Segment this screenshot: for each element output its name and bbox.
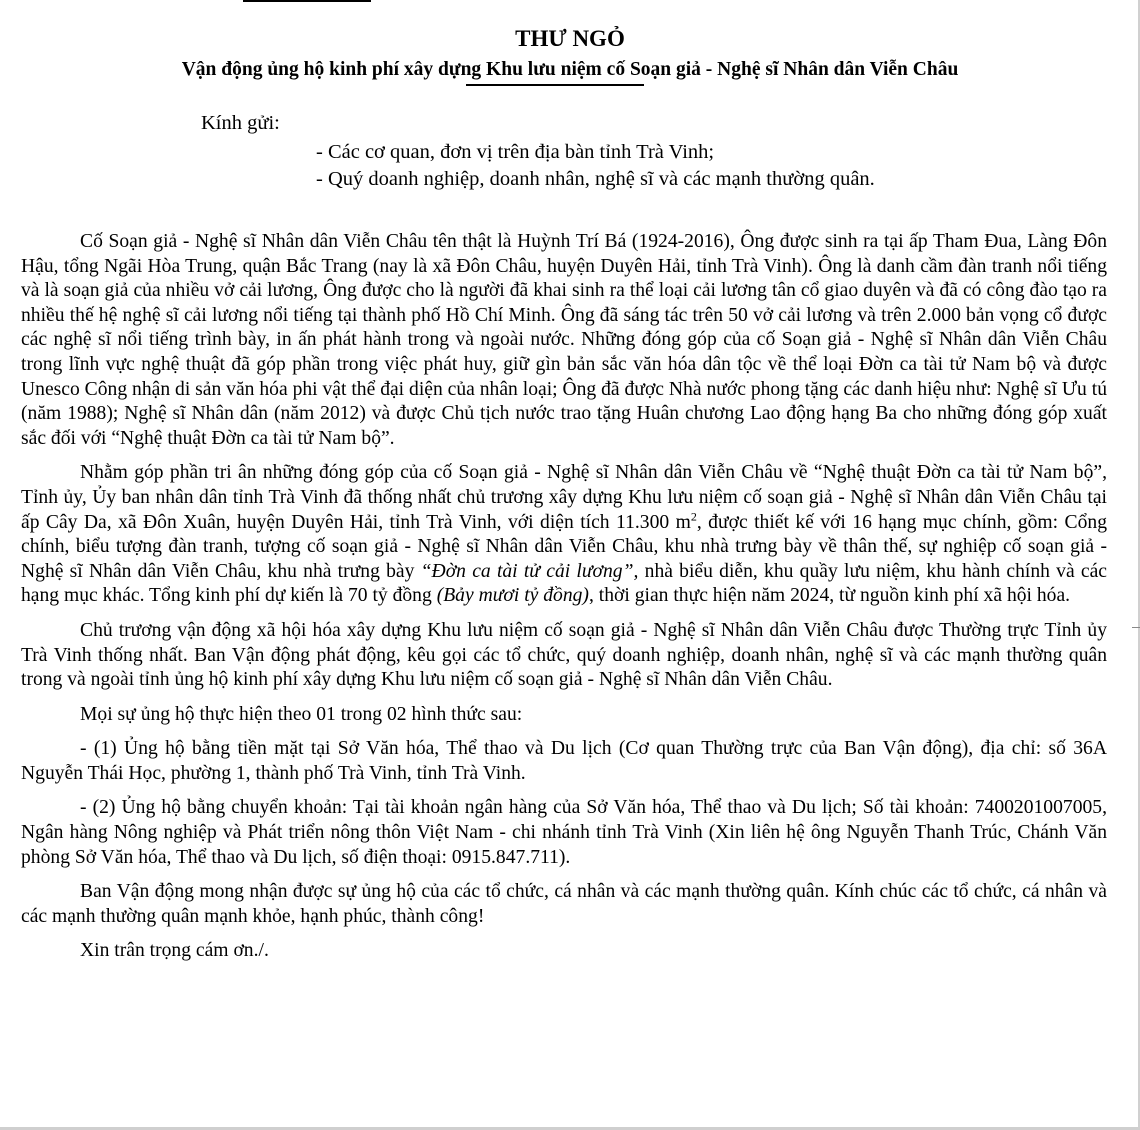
salutation-label: Kính gửi: xyxy=(201,112,280,134)
document-subtitle: Vận động ủng hộ kinh phí xây dựng Khu lưu niệm cố Soạn giả - Nghệ sĩ Nhân dân Viễn Châu xyxy=(181,59,959,80)
paragraph-project xyxy=(21,461,1107,609)
project-italic-amount: (Bảy mươi tỷ đồng) xyxy=(436,585,589,607)
area-superscript: 2 xyxy=(690,509,697,523)
letter-body xyxy=(21,230,1107,974)
project-text: Nhằm góp phần tri ân những đóng góp của cố Soạn giả - Nghệ sĩ Nhân dân Viễn Châu về “Nghệ thuật Đờn ca tài tử Nam bộ”, Tỉnh ủy, Ủy ban nhân dân tỉnh Trà Vinh đã thống nhất chủ trương xây dựng Khu lưu niệm cố soạn giả - Nghệ sĩ Nhân dân Viễn Châu tại ấp Cây Da, xã Đôn Xuân, huyện Duyên Hải, tỉnh Trà Vinh, với diện tích 11.300 m xyxy=(21,462,1107,533)
paragraph-method-cash: - (1) Ủng hộ bằng tiền mặt tại Sở Văn hóa, Thể thao và Du lịch (Cơ quan Thường trực của Ban Vận động), địa chỉ: số 36A Nguyễn Thái Học, phường 1, thành phố Trà Vinh, tỉnh Trà Vinh. xyxy=(21,738,1107,784)
top-rule xyxy=(243,0,371,2)
recipient-line: - Quý doanh nghiệp, doanh nhân, nghệ sĩ và các mạnh thường quân. xyxy=(316,168,875,190)
paragraph-campaign: Chủ trương vận động xã hội hóa xây dựng Khu lưu niệm cố soạn giả - Nghệ sĩ Nhân dân Viễn Châu được Thường trực Tỉnh ủy Trà Vinh thống nhất. Ban Vận động phát động, kêu gọi các tổ chức, quý doanh nghiệp, doanh nhân, nghệ sĩ và các mạnh thường quân trong và ngoài tỉnh ủng hộ kinh phí xây dựng Khu lưu niệm cố soạn giả - Nghệ sĩ Nhân dân Viễn Châu. xyxy=(21,619,1107,691)
paragraph-methods-intro: Mọi sự ủng hộ thực hiện theo 01 trong 02 hình thức sau: xyxy=(80,703,523,725)
page-right-tick xyxy=(1132,627,1140,628)
paragraph-method-transfer: - (2) Ủng hộ bằng chuyển khoản: Tại tài khoản ngân hàng của Sở Văn hóa, Thể thao và Du lịch; Số tài khoản: 7400201007005, Ngân hàng Nông nghiệp và Phát triển nông thôn Việt Nam - chi nhánh tỉnh Trà Vinh (Xin liên hệ ông Nguyễn Thanh Trúc, Chánh Văn phòng Sở Văn hóa, Thể thao và Du lịch, số điện thoại: 0915.847.711). xyxy=(21,797,1107,868)
project-text: , được thiết kế với 16 hạng mục chính, gồm: Cổng chính, biểu tượng đàn tranh, tượng cố soạn giả - Nghệ sĩ Nhân dân Viễn Châu, khu nhà trưng bày về thân thế, sự nghiệp cố soạn giả - Nghệ sĩ Nhân dân Viễn Châu, khu nhà trưng bày xyxy=(21,511,1107,582)
project-italic-name: “Đờn ca tài tử cải lương”, xyxy=(420,560,639,582)
project-text: nhà biểu diễn, khu quầy lưu niệm, khu hành chính và các hạng mục khác. Tổng kinh phí dự kiến là 70 tỷ đồng xyxy=(21,560,1107,607)
paragraph-thanks: Xin trân trọng cám ơn./. xyxy=(80,940,269,962)
document-title: THƯ NGỎ xyxy=(515,26,625,51)
recipient-line: - Các cơ quan, đơn vị trên địa bàn tỉnh Trà Vinh; xyxy=(316,141,715,163)
subtitle-underline xyxy=(466,84,644,86)
paragraph-biography: Cố Soạn giả - Nghệ sĩ Nhân dân Viễn Châu tên thật là Huỳnh Trí Bá (1924-2016), Ông được sinh ra tại ấp Tham Đua, Làng Đôn Hậu, tổng Ngãi Hòa Trung, quận Bắc Trang (nay là xã Đôn Châu, huyện Duyên Hải, tỉnh Trà Vinh). Ông là danh cầm đàn tranh nổi tiếng và là soạn giả của nhiều vở cải lương, Ông được cho là người đã khai sinh ra thể loại cải lương tân cổ giao duyên và đã có công đào tạo ra nhiều thế hệ nghệ sĩ cải lương nổi tiếng tại thành phố Hồ Chí Minh. Ông đã sáng tác trên 50 vở cải lương và trên 2.000 bản vọng cổ được các nghệ sĩ nổi tiếng trình bày, in ấn phát hành trong và ngoài nước. Những đóng góp của cố Soạn giả - Nghệ sĩ Nhân dân Viễn Châu trong lĩnh vực nghệ thuật đã góp phần trong việc phát huy, giữ gìn bản sắc văn hóa dân tộc về thể loại Đờn ca tài tử Nam bộ và được Unesco Công nhận di sản văn hóa phi vật thể đại diện của nhân loại; Ông đã được Nhà nước phong tặng các danh hiệu như: Nghệ sĩ Ưu tú (năm 1988); Nghệ sĩ Nhân dân (năm 2012) và được Chủ tịch nước trao tặng Huân chương Lao động hạng Ba cho những đóng góp xuất sắc đối với “Nghệ thuật Đờn ca tài tử Nam bộ”. xyxy=(21,231,1107,449)
project-text: , thời gian thực hiện năm 2024, từ nguồn kinh phí xã hội hóa. xyxy=(588,585,1071,607)
paragraph-closing: Ban Vận động mong nhận được sự ủng hộ của các tổ chức, cá nhân và các mạnh thường quân. Kính chúc các tổ chức, cá nhân và các mạnh thường quân mạnh khỏe, hạnh phúc, thành công! xyxy=(21,881,1107,927)
